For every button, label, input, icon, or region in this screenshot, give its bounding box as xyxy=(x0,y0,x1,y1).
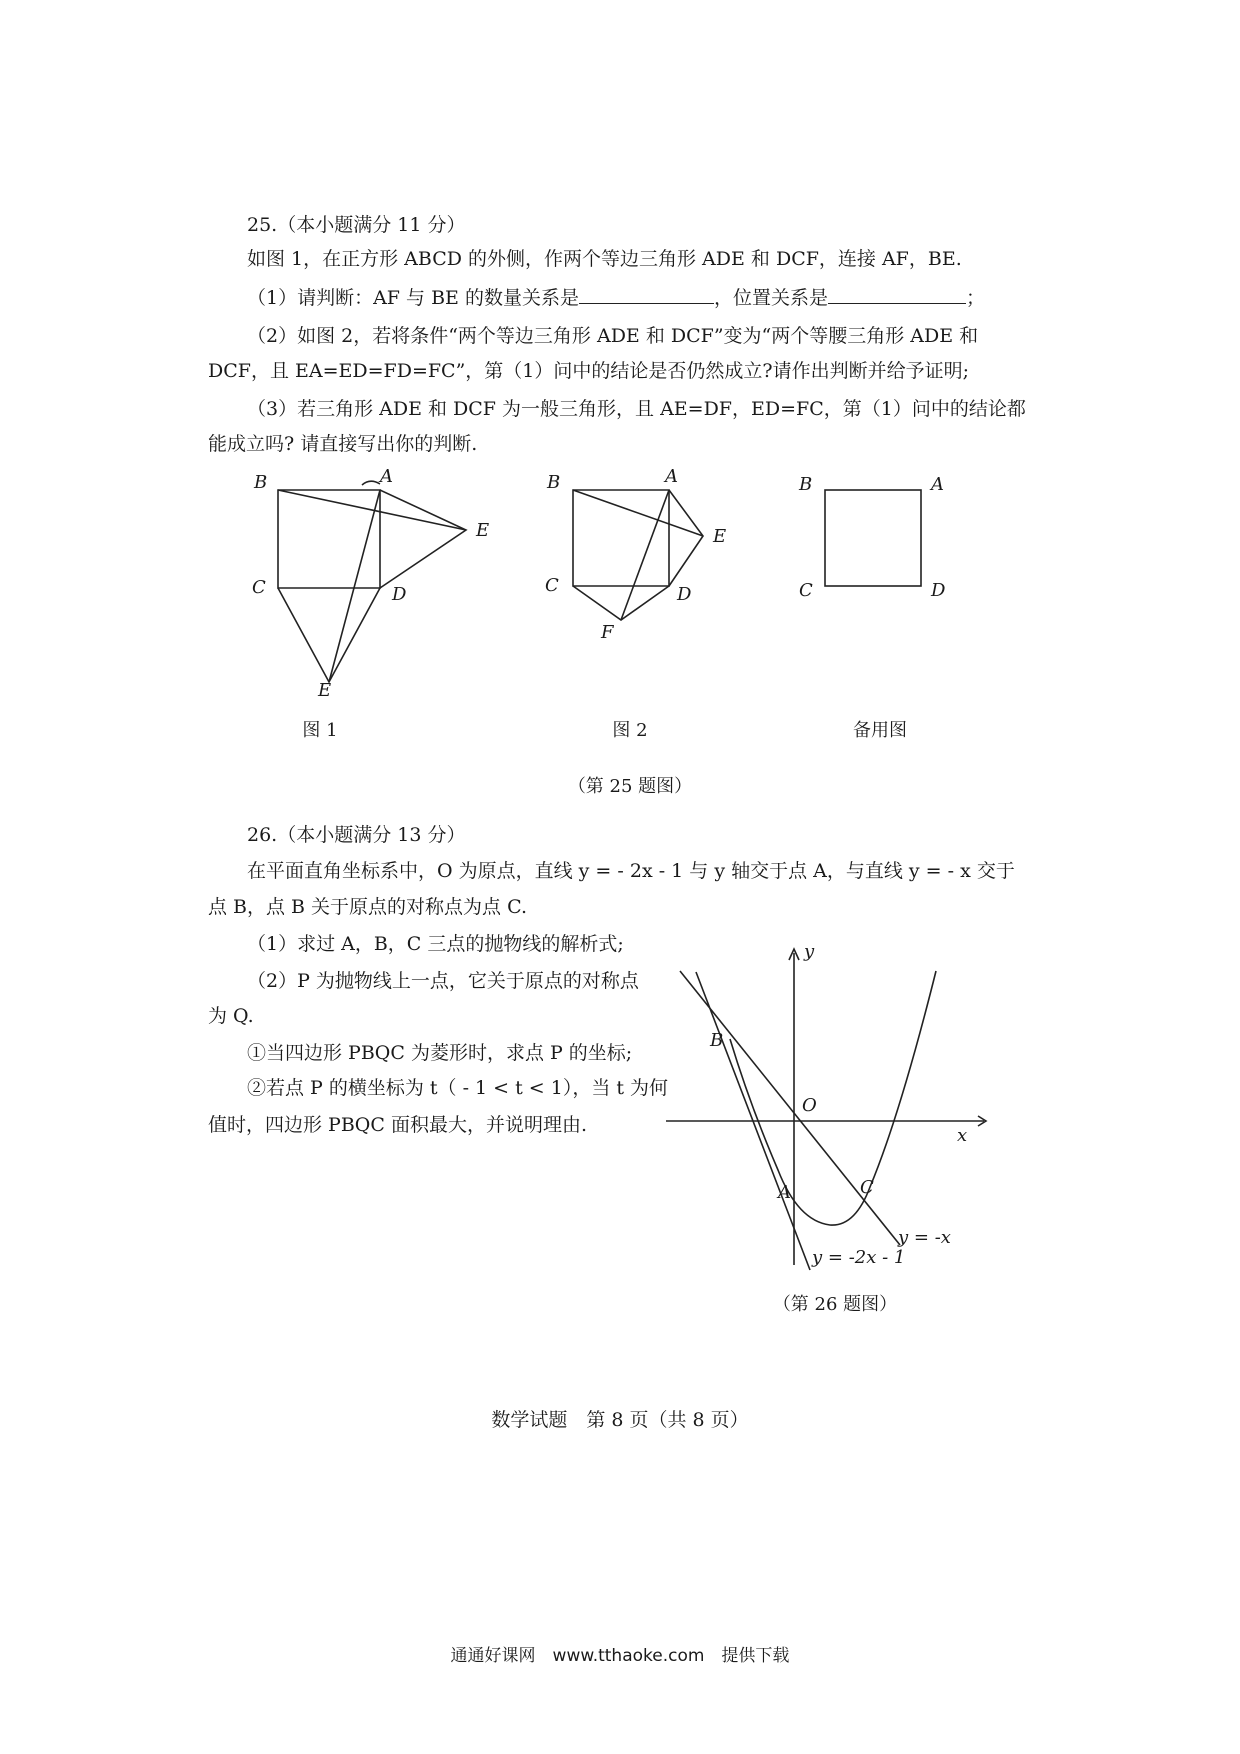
square-abcd xyxy=(825,490,921,586)
q26-part2-line1: （2）P 为抛物线上一点，它关于原点的对称点 xyxy=(247,970,639,992)
q25-part2-line2: DCF，且 EA=ED=FD=FC”，第（1）问中的结论是否仍然成立?请作出判断并给予证明; xyxy=(208,360,969,382)
segment-be xyxy=(278,490,466,530)
q26-line1-label: y = -2x - 1 xyxy=(812,1247,906,1268)
fig3-label-c: C xyxy=(799,580,813,601)
q25-intro: 如图 1，在正方形 ABCD 的外侧，作两个等边三角形 ADE 和 DCF，连接 AF，BE. xyxy=(247,248,962,270)
fig2-label-c: C xyxy=(545,575,559,596)
fig1-label-b: B xyxy=(254,472,268,493)
q26-sub1: ①当四边形 PBQC 为菱形时，求点 P 的坐标; xyxy=(247,1042,633,1064)
q25-part1-end: ； xyxy=(965,287,985,309)
q26-figure-drawing xyxy=(660,935,1000,1275)
q26-line1: 在平面直角坐标系中，O 为原点，直线 y = - 2x - 1 与 y 轴交于点 A，与直线 y = - x 交于 xyxy=(247,860,1015,882)
q26-line2: 点 B，点 B 关于原点的对称点为点 C. xyxy=(208,896,527,918)
fig1-label-e: E xyxy=(476,520,490,541)
q25-part1-text-b: ，位置关系是 xyxy=(713,287,828,309)
q26-label-y: y xyxy=(804,941,815,962)
q26-label-c: C xyxy=(860,1177,874,1198)
q25-part3-line2: 能成立吗? 请直接写出你的判断. xyxy=(208,433,478,455)
q25-part2-line1: （2）如图 2，若将条件“两个等边三角形 ADE 和 DCF”变为“两个等腰三角形 ADE 和 xyxy=(247,325,979,347)
q25-figure-1-drawing xyxy=(240,460,520,700)
q25-answer-blank-2[interactable] xyxy=(828,285,966,304)
fig3-label-a: A xyxy=(931,474,944,495)
q25-figure-2-drawing xyxy=(545,460,745,660)
fig2-label-f: F xyxy=(601,622,614,643)
triangle-dcf xyxy=(278,588,380,682)
fig1-label-d: D xyxy=(392,584,407,605)
fig3-label-b: B xyxy=(799,474,813,495)
fig1-label-c: C xyxy=(252,577,266,598)
q25-part1 xyxy=(247,285,985,311)
fig1-label-bottom: E xyxy=(318,680,332,701)
q26-header: 26.（本小题满分 13 分） xyxy=(247,824,466,846)
line-y-neg-x xyxy=(680,971,900,1245)
parabola xyxy=(730,971,936,1225)
fig1-caption: 图 1 xyxy=(302,720,338,741)
q26-part1: （1）求过 A，B，C 三点的抛物线的解析式; xyxy=(247,933,624,955)
fig3-caption: 备用图 xyxy=(853,720,907,741)
q26-figure-caption: （第 26 题图） xyxy=(772,1294,898,1315)
triangle-dcf xyxy=(573,586,669,620)
fig2-label-b: B xyxy=(547,472,561,493)
q25-part3-line1: （3）若三角形 ADE 和 DCF 为一般三角形，且 AE=DF，ED=FC，第（1）问中的结论都 xyxy=(247,398,1026,420)
source-line: 通通好课网 www.tthaoke.com 提供下载 xyxy=(450,1646,790,1666)
q25-figure-2 xyxy=(545,460,745,660)
q25-answer-blank-1[interactable] xyxy=(579,285,714,304)
q25-figure-caption: （第 25 题图） xyxy=(567,776,693,797)
fig2-caption: 图 2 xyxy=(612,720,648,741)
q26-part2-line2: 为 Q. xyxy=(208,1005,254,1027)
q25-backup-figure xyxy=(795,470,965,610)
square-abcd xyxy=(278,490,380,588)
page-footer: 数学试题 第 8 页（共 8 页） xyxy=(491,1409,749,1431)
q26-label-o: O xyxy=(802,1095,817,1116)
q26-sub2-line2: 值时，四边形 PBQC 面积最大，并说明理由. xyxy=(208,1114,587,1136)
fig1-label-a: A xyxy=(380,466,393,487)
fig2-label-e: E xyxy=(713,526,727,547)
q25-header: 25.（本小题满分 11 分） xyxy=(247,214,466,236)
q26-sub2-line1: ②若点 P 的横坐标为 t（ - 1 < t < 1），当 t 为何 xyxy=(247,1077,669,1099)
fig2-label-a: A xyxy=(665,466,678,487)
q26-label-a: A xyxy=(778,1182,791,1203)
triangle-ade xyxy=(669,490,703,586)
q25-part1-text-a: （1）请判断：AF 与 BE 的数量关系是 xyxy=(247,287,579,309)
q26-label-b: B xyxy=(710,1030,724,1051)
fig2-label-d: D xyxy=(677,584,692,605)
segment-be xyxy=(573,490,703,536)
q25-figure-1 xyxy=(240,460,520,700)
angle-mark xyxy=(362,481,380,485)
q26-figure xyxy=(660,935,1000,1275)
square-abcd xyxy=(573,490,669,586)
fig3-label-d: D xyxy=(931,580,946,601)
segment-af xyxy=(329,490,380,682)
q26-line2-label: y = -x xyxy=(898,1227,951,1248)
q26-label-x: x xyxy=(957,1125,968,1146)
triangle-ade xyxy=(380,490,466,588)
